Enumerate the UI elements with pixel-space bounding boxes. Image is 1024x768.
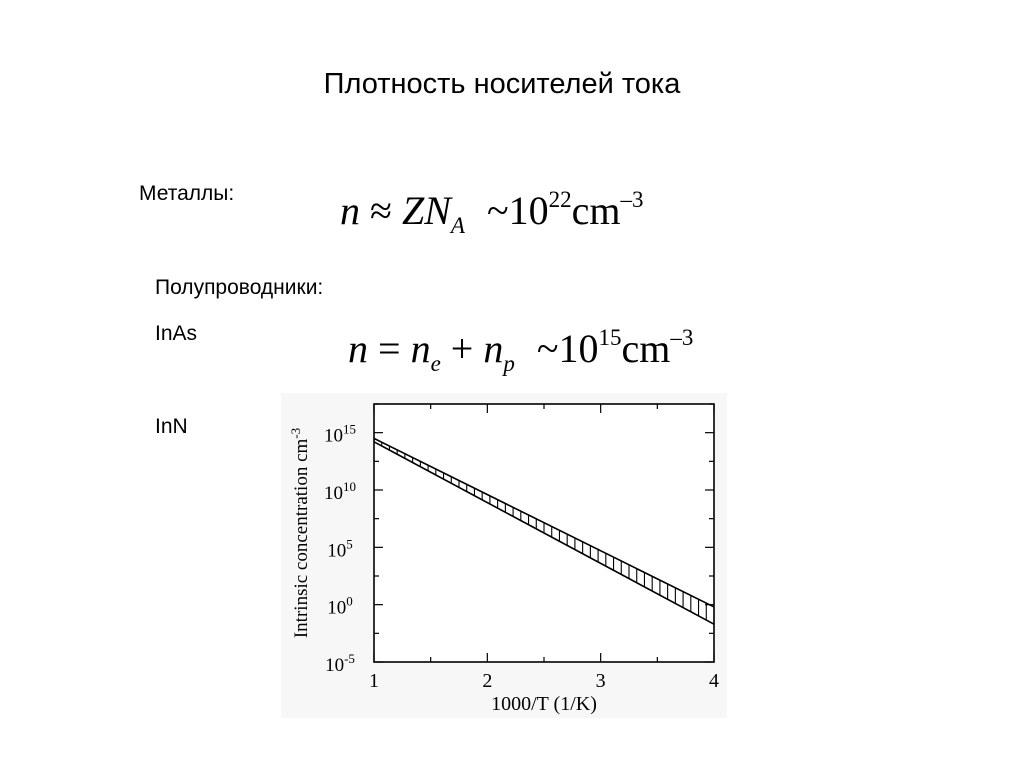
formula-exponent: –3 (670, 325, 694, 350)
semiconductors-label: Полупроводники: (155, 276, 324, 299)
inas-label: InAs (155, 322, 198, 345)
metals-label: Металлы: (139, 182, 235, 205)
formula-symbol: n (483, 326, 504, 371)
formula-number: 10 (508, 188, 549, 233)
formula-exponent: 22 (548, 187, 572, 212)
metals-formula (340, 188, 643, 237)
formula-symbol: n (410, 326, 431, 371)
y-tick-label: $10^0$ (327, 593, 353, 619)
y-tick-label: $10^5$ (327, 536, 353, 562)
slide-title: Плотность носителей тока (323, 68, 681, 100)
x-tick-label: 1 (369, 670, 379, 692)
formula-unit: cm (621, 326, 671, 371)
formula-subscript: e (430, 351, 441, 376)
formula-symbol: ≈ (370, 188, 392, 233)
formula-symbol: n (340, 188, 360, 233)
formula-symbol: Z (401, 188, 425, 233)
formula-subscript: A (450, 213, 465, 238)
formula-symbol: ~ (486, 188, 509, 233)
formula-symbol: + (450, 326, 474, 371)
formula-symbol: n (348, 326, 368, 371)
formula-number: 10 (558, 326, 599, 371)
x-tick-label: 3 (595, 670, 606, 692)
chart-svg (281, 393, 727, 718)
formula-subscript: p (503, 351, 515, 376)
formula-symbol: ~ (536, 326, 559, 371)
concentration-chart (281, 393, 727, 718)
semiconductor-formula (348, 326, 693, 375)
x-tick-label: 4 (709, 670, 719, 692)
x-axis-label: 1000/T (1/K) (491, 693, 597, 715)
formula-exponent: –3 (620, 187, 644, 212)
y-tick-label: $10^{15}$ (324, 421, 356, 447)
y-tick-label: $10^{10}$ (324, 479, 356, 504)
x-tick-label: 2 (482, 670, 493, 692)
formula-unit: cm (571, 188, 621, 233)
y-tick-label: $10^{-5}$ (325, 651, 355, 676)
formula-exponent: 15 (598, 325, 622, 350)
formula-symbol: N (424, 188, 451, 233)
inn-label: InN (155, 415, 188, 438)
formula-symbol: = (378, 326, 401, 371)
y-axis-label: Intrinsic concentration $cm^{-3}$ (288, 427, 312, 639)
